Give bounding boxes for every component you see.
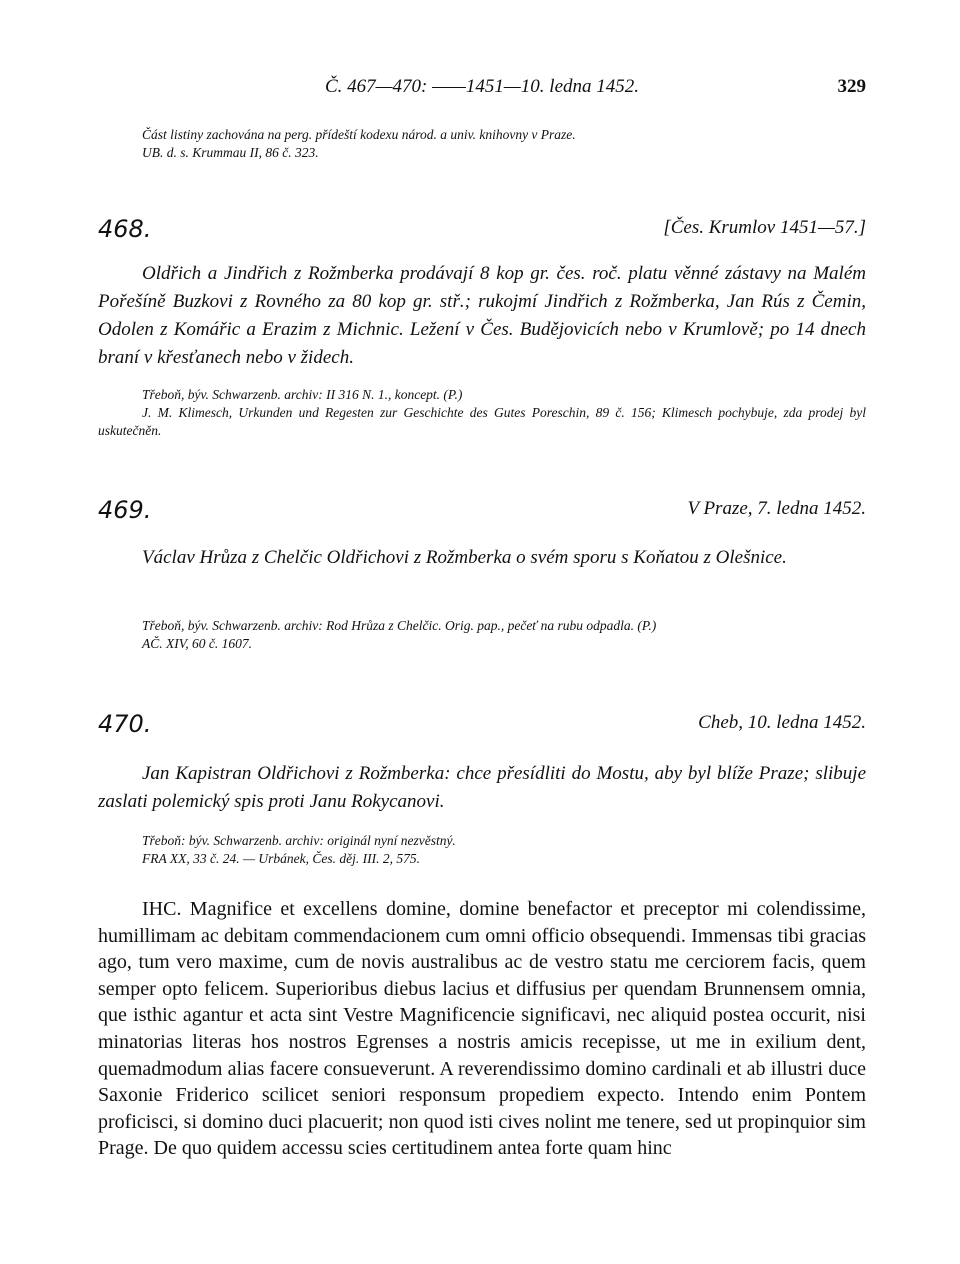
entry-468-regest: Oldřich a Jindřich z Rožmberka prodávají 8 kop gr. čes. roč. platu věnné zástavy na Malém Pořešíně Buzkovi z Rovného za 80 kop gr. stř.; rukojmí Jindřich z Rožmberka, Jan Rús z Čemin, Odolen z Komářic a Erazim z Michnic. Ležení v Čes. Budějovicích nebo v Krumlově; po 14 dnech braní v křesťanech nebo v židech. <box>98 263 866 368</box>
header-title: Č. 467—470: ——1451—10. ledna 1452. <box>324 76 640 97</box>
entry-470-place-date: Cheb, 10. ledna 1452. <box>698 712 866 733</box>
note-467-line1: Část listiny zachována na perg. přídeští kodexu národ. a univ. knihovny v Praze. <box>142 127 576 142</box>
entry-469-heading <box>98 496 866 524</box>
entry-470-source1: Třeboň: býv. Schwarzenb. archiv: originál nyní nezvěstný. <box>142 833 456 848</box>
entry-469-place-date: V Praze, 7. ledna 1452. <box>687 498 866 519</box>
entry-468-number: 468. <box>98 215 152 243</box>
page-number: 329 <box>837 76 866 97</box>
entry-470-regest: Jan Kapistran Oldřichovi z Rožmberka: chce přesídliti do Mostu, aby byl blíže Praze; slibuje zaslati polemický spis proti Janu Rokycanovi. <box>98 763 866 812</box>
entry-468-place-date: [Čes. Krumlov 1451—57.] <box>663 217 866 238</box>
entry-469-number: 469. <box>98 496 152 524</box>
entry-469-source2: AČ. XIV, 60 č. 1607. <box>142 636 252 651</box>
entry-468-source1: Třeboň, býv. Schwarzenb. archiv: II 316 N. 1., koncept. (P.) <box>142 387 463 402</box>
entry-470-source2: FRA XX, 33 č. 24. — Urbánek, Čes. děj. III. 2, 575. <box>142 851 420 866</box>
entry-468-source2: J. M. Klimesch, Urkunden und Regesten zur Geschichte des Gutes Poreschin, 89 č. 156; Klimesch pochybuje, zda prodej byl uskutečněn. <box>98 405 866 438</box>
entry-468-heading <box>98 215 866 243</box>
entry-469-source1: Třeboň, býv. Schwarzenb. archiv: Rod Hrůza z Chelčic. Orig. pap., pečeť na rubu odpadla. (P.) <box>142 618 657 633</box>
entry-469-regest: Václav Hrůza z Chelčic Oldřichovi z Rožmberka o svém sporu s Koňatou z Olešnice. <box>142 547 787 568</box>
note-467-line2: UB. d. s. Krummau II, 86 č. 323. <box>142 145 319 160</box>
running-header <box>98 76 866 102</box>
note-467 <box>142 126 866 162</box>
entry-470-sources <box>142 832 866 868</box>
letter-text: IHC. Magnifice et excellens domine, domine benefactor et preceptor mi colendissime, humillimam ac debitam commendacionem cum omni officio obsequendi. Immensas tibi gracias ago, tum vero maxime, cum de novis australibus ac de vestro statu me cerciorem facis, quem semper opto felicem. Superioribus diebus lacius et diffusius per quendam Brunnensem omnia, que isthic agantur et acta sint Vestre Magnificencie significavi, nec aliquid postea occurit, nisi minatorias literas hos nostros Egrenses a nostris amicis recepisse, ut me in exilium dent, quemadmodum alias facere consueverunt. A reverendissimo domino cardinali et ab illustri duce Saxonie Friderico scilicet seniori responsum propediem expecto. Intendo enim Pontem proficisci, si domino duci placuerit; non quod isti cives nolint me tenere, sed ut propinquior sim Prage. De quo quidem accessu scies certitudinem antea forte quam hinc <box>98 898 866 1160</box>
entry-468-sources <box>98 386 866 440</box>
entry-470-number: 470. <box>98 710 152 738</box>
entry-470-heading <box>98 710 866 738</box>
entry-469-sources <box>142 617 866 653</box>
